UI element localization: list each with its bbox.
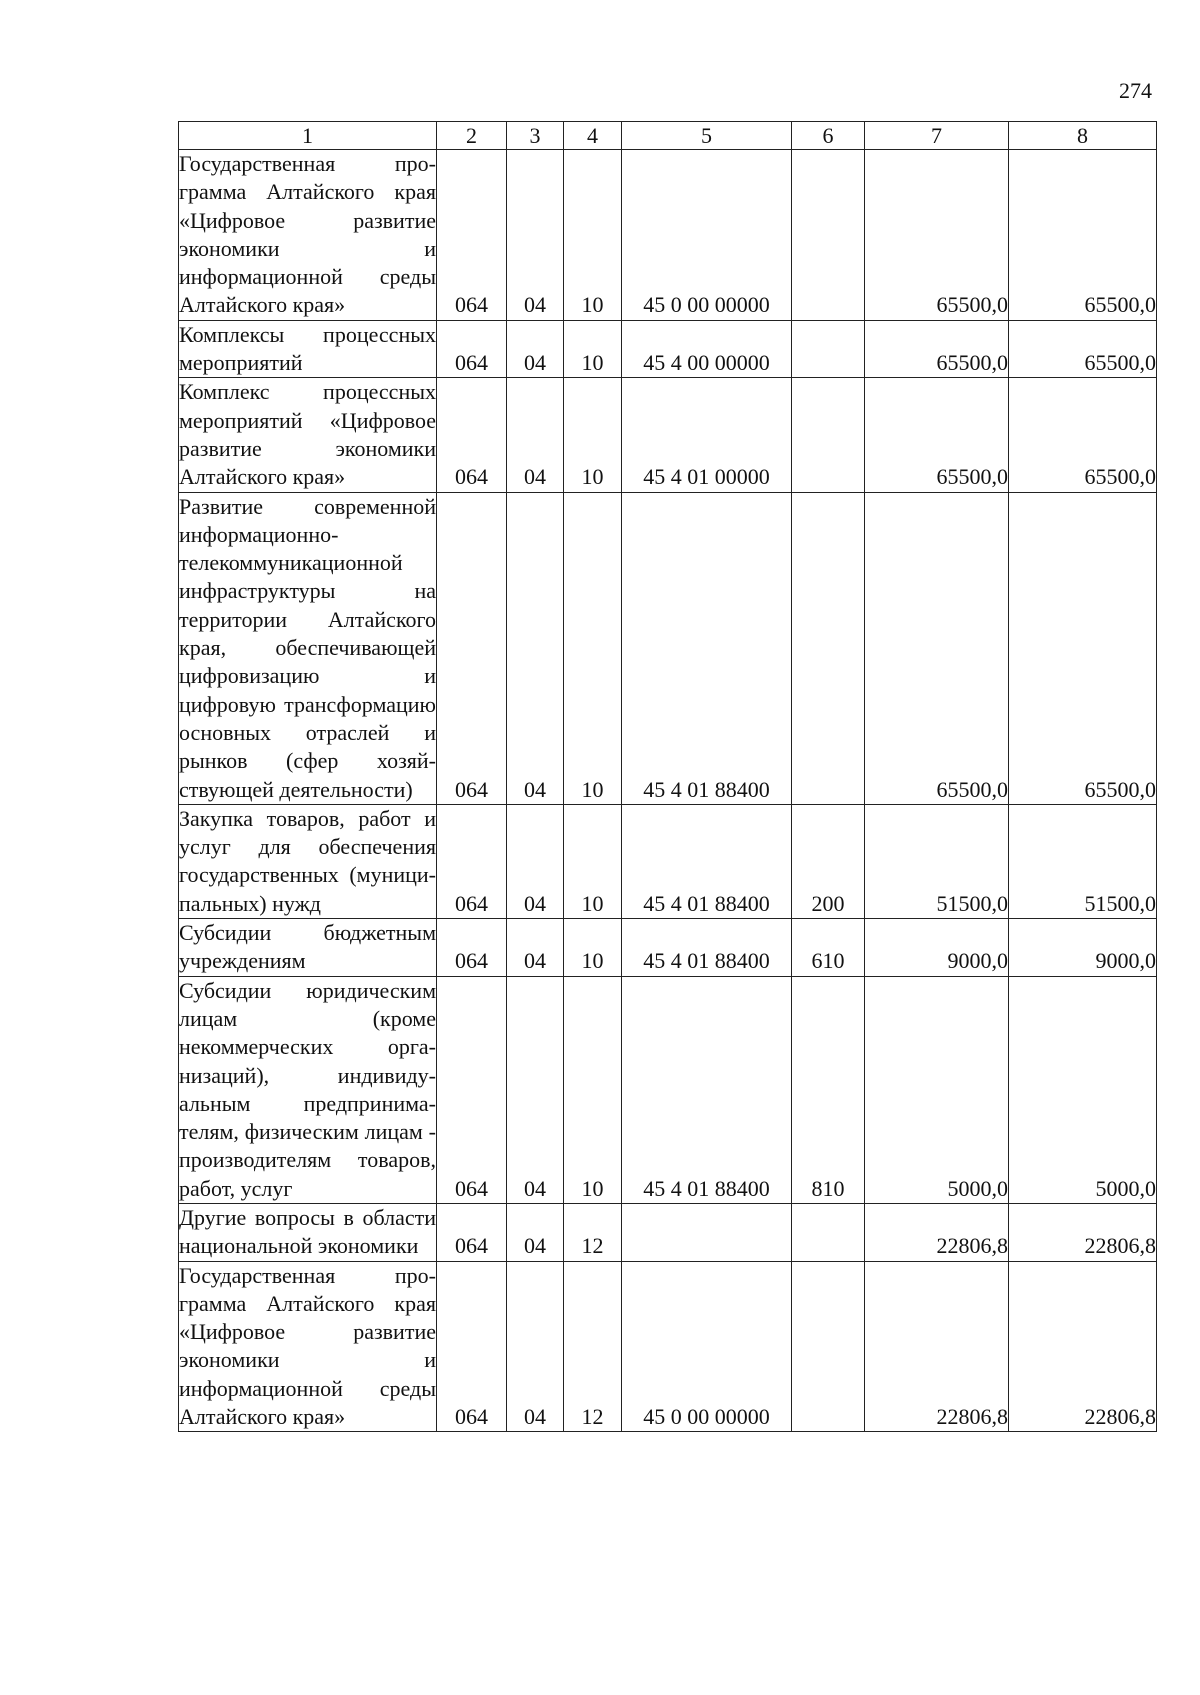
expense-type-cell — [792, 150, 865, 321]
section-code-cell: 04 — [507, 378, 564, 492]
amount-col7-cell: 5000,0 — [865, 976, 1009, 1203]
table-row — [179, 378, 1157, 492]
row-name-cell: Субсидии юридическим лицам (кроме некоммерческих организаций), индивидуальным предпринимателям, физическим лицам - производителям товаров, работ, услуг — [179, 976, 437, 1203]
target-article-cell: 45 0 00 00000 — [622, 150, 792, 321]
expense-type-cell — [792, 492, 865, 804]
section-code-cell: 04 — [507, 1261, 564, 1432]
section-code-cell: 04 — [507, 919, 564, 977]
row-name-cell: Комплекс процессных мероприятий «Цифровое развитие экономики Алтайского края» — [179, 378, 437, 492]
amount-col7-cell: 65500,0 — [865, 492, 1009, 804]
ministry-code-cell: 064 — [437, 976, 507, 1203]
ministry-code-cell: 064 — [437, 1261, 507, 1432]
subsection-code-cell: 10 — [564, 976, 622, 1203]
subsection-code-cell: 12 — [564, 1203, 622, 1261]
budget-table — [178, 121, 1157, 1432]
amount-col8-cell: 65500,0 — [1009, 492, 1157, 804]
subsection-code-cell: 10 — [564, 150, 622, 321]
section-code-cell: 04 — [507, 976, 564, 1203]
ministry-code-cell: 064 — [437, 378, 507, 492]
column-header: 3 — [507, 122, 564, 150]
target-article-cell — [622, 1203, 792, 1261]
table-row — [179, 150, 1157, 321]
target-article-cell: 45 4 01 88400 — [622, 919, 792, 977]
expense-type-cell — [792, 1203, 865, 1261]
row-name-cell: Комплексы процессных мероприятий — [179, 320, 437, 378]
subsection-code-cell: 10 — [564, 804, 622, 918]
column-header: 2 — [437, 122, 507, 150]
column-header: 5 — [622, 122, 792, 150]
expense-type-cell — [792, 320, 865, 378]
target-article-cell: 45 4 01 88400 — [622, 976, 792, 1203]
subsection-code-cell: 10 — [564, 378, 622, 492]
table-row — [179, 1261, 1157, 1432]
subsection-code-cell: 10 — [564, 492, 622, 804]
row-name-cell: Государственная программа Алтайского края «Цифровое развитие экономики и информационной среды Алтайского края» — [179, 1261, 437, 1432]
section-code-cell: 04 — [507, 150, 564, 321]
subsection-code-cell: 10 — [564, 919, 622, 977]
column-header: 4 — [564, 122, 622, 150]
subsection-code-cell: 12 — [564, 1261, 622, 1432]
column-header: 8 — [1009, 122, 1157, 150]
amount-col8-cell: 65500,0 — [1009, 150, 1157, 321]
table-row — [179, 919, 1157, 977]
ministry-code-cell: 064 — [437, 804, 507, 918]
expense-type-cell: 200 — [792, 804, 865, 918]
row-name-cell: Государственная программа Алтайского края «Цифровое развитие экономики и информационной среды Алтайского края» — [179, 150, 437, 321]
amount-col8-cell: 65500,0 — [1009, 320, 1157, 378]
table-row — [179, 1203, 1157, 1261]
amount-col7-cell: 22806,8 — [865, 1203, 1009, 1261]
amount-col7-cell: 22806,8 — [865, 1261, 1009, 1432]
column-header: 6 — [792, 122, 865, 150]
amount-col8-cell: 22806,8 — [1009, 1261, 1157, 1432]
amount-col7-cell: 65500,0 — [865, 378, 1009, 492]
ministry-code-cell: 064 — [437, 150, 507, 321]
target-article-cell: 45 4 01 88400 — [622, 804, 792, 918]
ministry-code-cell: 064 — [437, 919, 507, 977]
amount-col7-cell: 65500,0 — [865, 320, 1009, 378]
amount-col8-cell: 22806,8 — [1009, 1203, 1157, 1261]
row-name-cell: Закупка товаров, работ и услуг для обеспечения государственных (муниципальных) нужд — [179, 804, 437, 918]
ministry-code-cell: 064 — [437, 1203, 507, 1261]
amount-col8-cell: 5000,0 — [1009, 976, 1157, 1203]
expense-type-cell: 810 — [792, 976, 865, 1203]
expense-type-cell — [792, 1261, 865, 1432]
column-header: 1 — [179, 122, 437, 150]
row-name-cell: Субсидии бюджетным учреждениям — [179, 919, 437, 977]
section-code-cell: 04 — [507, 320, 564, 378]
amount-col8-cell: 9000,0 — [1009, 919, 1157, 977]
section-code-cell: 04 — [507, 1203, 564, 1261]
target-article-cell: 45 4 01 88400 — [622, 492, 792, 804]
table-row — [179, 976, 1157, 1203]
column-header: 7 — [865, 122, 1009, 150]
expense-type-cell — [792, 378, 865, 492]
amount-col7-cell: 51500,0 — [865, 804, 1009, 918]
expense-type-cell: 610 — [792, 919, 865, 977]
row-name-cell: Развитие современной информационно-телекоммуникационной инфраструктуры на территории Алтайского края, обеспечивающей цифровизацию и цифровую трансформацию основных отраслей и рынков (сфер хозяйствующей деятельности) — [179, 492, 437, 804]
row-name-cell: Другие вопросы в области национальной экономики — [179, 1203, 437, 1261]
table-row — [179, 320, 1157, 378]
section-code-cell: 04 — [507, 492, 564, 804]
ministry-code-cell: 064 — [437, 320, 507, 378]
target-article-cell: 45 4 01 00000 — [622, 378, 792, 492]
subsection-code-cell: 10 — [564, 320, 622, 378]
table-row — [179, 804, 1157, 918]
amount-col8-cell: 65500,0 — [1009, 378, 1157, 492]
ministry-code-cell: 064 — [437, 492, 507, 804]
amount-col8-cell: 51500,0 — [1009, 804, 1157, 918]
header-row — [179, 122, 1157, 150]
table-row — [179, 492, 1157, 804]
amount-col7-cell: 65500,0 — [865, 150, 1009, 321]
section-code-cell: 04 — [507, 804, 564, 918]
amount-col7-cell: 9000,0 — [865, 919, 1009, 977]
page-number: 274 — [1119, 78, 1152, 103]
target-article-cell: 45 0 00 00000 — [622, 1261, 792, 1432]
target-article-cell: 45 4 00 00000 — [622, 320, 792, 378]
